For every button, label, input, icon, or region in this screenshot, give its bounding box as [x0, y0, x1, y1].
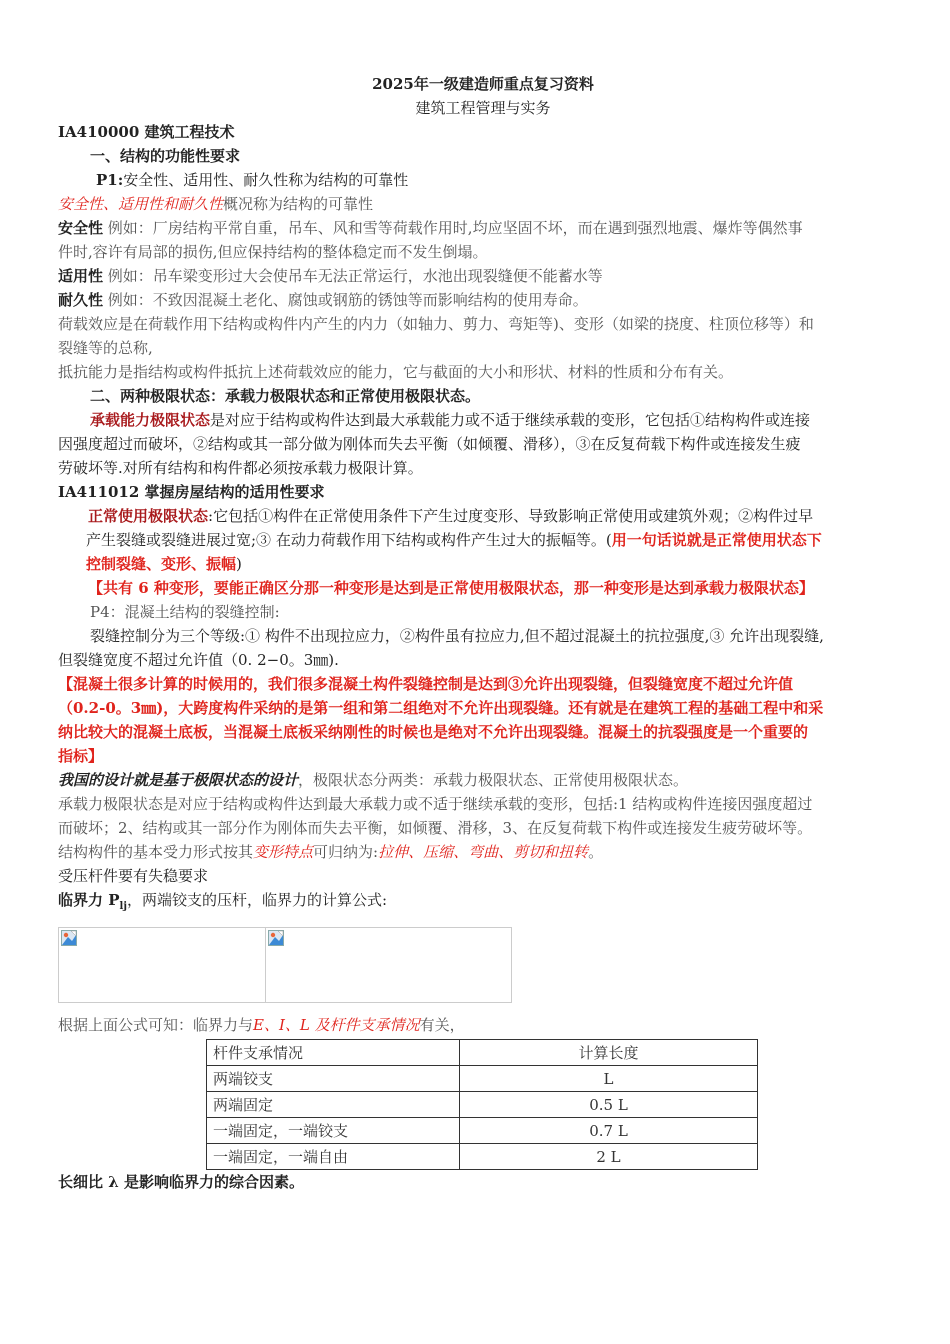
critical-rest: ，两端铰支的压杆，临界力的计算公式:	[126, 891, 387, 909]
reliability-line	[58, 192, 908, 216]
safety-line	[58, 216, 908, 240]
formula-pre: 根据上面公式可知：临界力与	[58, 1016, 254, 1034]
formula-line	[58, 1013, 908, 1037]
note-3: 纳比较大的混凝土底板，当混凝土底板采纳刚性的时候也是绝对不允许出现裂缝。混凝土的抗裂强度是一个重要的	[58, 723, 809, 741]
table-header-row	[207, 1040, 758, 1066]
sls-close: )	[236, 555, 242, 573]
slenderness-line: 长细比 λ 是影响临界力的综合因素。	[58, 1173, 304, 1191]
sls-label: 正常使用极限状态	[88, 507, 209, 525]
resistance-line: 抵抗能力是指结构或构件抵抗上述荷载效应的能力，它与截面的大小和形状、材料的性质和分布有关。	[58, 363, 734, 381]
broken-image-icon	[268, 930, 284, 946]
sls-line-2	[58, 528, 908, 552]
forms-red2: 拉伸、压缩、弯曲、剪切和扭转	[378, 843, 589, 861]
formula-red: E、I、L 及杆件支承情况	[253, 1016, 420, 1034]
ulc2-2: 而破坏；2、结构或其一部分作为刚体而失去平衡，如倾覆、滑移，3、在反复荷载下构件或连接发生疲劳破坏等。	[58, 819, 813, 837]
document-page	[58, 72, 908, 1194]
compress-line: 受压杆件要有失稳要求	[58, 867, 209, 885]
note-2: （0.2-0。3㎜)，大跨度构件采纳的是第一组和第二组绝对不允许出现裂缝。还有就是在建筑工程的基础工程中和采	[58, 699, 824, 717]
design-rest: ，极限状态分两类：承载力极限状态、正常使用极限状态。	[298, 771, 689, 789]
safety-label: 安全性	[58, 219, 104, 237]
p4-line: P4：混凝土结构的裂缝控制:	[90, 603, 280, 621]
forms-end: 。	[588, 843, 604, 861]
table-cell: 两端固定	[207, 1092, 460, 1118]
usability-label: 适用性	[58, 267, 104, 285]
reliability-red: 安全性、适用性和耐久性	[58, 195, 224, 213]
table-row	[207, 1092, 758, 1118]
sls-line-3	[58, 552, 908, 576]
sls-text-1: :它包括①构件在正常使用条件下产生过度变形、导致影响正常使用或建筑外观；②构件过早	[208, 507, 814, 525]
ulc-label: 承载能力极限状态	[90, 411, 211, 429]
formula-end: 有关，	[419, 1016, 465, 1034]
critical-label: 临界力 P	[58, 891, 120, 909]
p1-label: P1:	[96, 171, 124, 189]
note-1: 【混凝土很多计算的时候用的，我们很多混凝土构件裂缝控制是达到③允许出现裂缝，但裂缝宽度不超过允许值	[58, 675, 794, 693]
table-row	[207, 1144, 758, 1170]
section-code: IA410000 建筑工程技术	[58, 123, 235, 141]
ulc2-1: 承载力极限状态是对应于结构或构件达到最大承载力或不适于继续承载的变形，包括:1 结构或构件连接因强度超过	[58, 795, 813, 813]
six-deform-note: 【共有 6 种变形，要能正确区分那一种变形是达到是正常使用极限状态，那一种变形是达到承载力极限状态】	[88, 579, 814, 597]
formula-image-1	[59, 928, 265, 1002]
heading-1: 一、结构的功能性要求	[90, 147, 241, 165]
forms-red1: 变形特点	[253, 843, 314, 861]
table-header: 杆件支承情况	[207, 1040, 460, 1066]
forms-line	[58, 840, 908, 864]
table-row	[207, 1118, 758, 1144]
durability-text: 例如：不致因混凝土老化、腐蚀或钢筋的锈蚀等而影响结构的使用寿命。	[107, 291, 588, 309]
safety-text-1: 例如：厂房结构平常自重，吊车、风和雪等荷载作用时,均应坚固不坏，而在遇到强烈地震、爆炸等偶然事	[107, 219, 803, 237]
note-4: 指标】	[58, 747, 104, 765]
durability-label: 耐久性	[58, 291, 104, 309]
critical-sub: lj	[119, 901, 127, 912]
doc-title: 2025年一级建造师重点复习资料	[372, 75, 594, 93]
table-cell: 0.7 L	[460, 1118, 758, 1144]
table-cell: 0.5 L	[460, 1092, 758, 1118]
crack-2: 但裂缝宽度不超过允许值（0. 2−0。3㎜).	[58, 651, 339, 669]
table-cell: 一端固定，一端自由	[207, 1144, 460, 1170]
load-effect-1: 荷载效应是在荷载作用下结构或构件内产生的内力（如轴力、剪力、弯矩等)、变形（如梁的挠度、柱顶位移等）和	[58, 315, 814, 333]
critical-line	[58, 888, 908, 919]
reliability-rest: 概况称为结构的可靠性	[223, 195, 374, 213]
design-line	[58, 768, 908, 792]
section-code-2: IA411012 掌握房屋结构的适用性要求	[58, 483, 325, 501]
table-cell: L	[460, 1066, 758, 1092]
sls-red-2: 控制裂缝、变形、振幅	[86, 555, 237, 573]
sls-text-2: 产生裂缝或裂缝进展过宽;③ 在动力荷载作用下结构或构件产生过大的振幅等。(	[86, 531, 612, 549]
ulc-text-2: 因强度超过而破坏，②结构或其一部分做为刚体而失去平衡（如倾覆、滑移），③在反复荷载下构件或连接发生疲	[58, 435, 801, 453]
sls-red-1: 用一句话说就是正常使用状态下	[611, 531, 822, 549]
formula-image-2	[265, 928, 511, 1002]
table-cell: 2 L	[460, 1144, 758, 1170]
table-cell: 两端铰支	[207, 1066, 460, 1092]
broken-image-icon	[61, 930, 77, 946]
usability-text: 例如：吊车梁变形过大会使吊车无法正常运行，水池出现裂缝便不能蓄水等	[107, 267, 603, 285]
usability-line	[58, 264, 908, 288]
p1-text: 安全性、适用性、耐久性称为结构的可靠性	[123, 171, 409, 189]
sls-line-1	[58, 504, 908, 528]
formula-image-row	[58, 927, 512, 1003]
doc-subtitle: 建筑工程管理与实务	[415, 99, 551, 117]
durability-line	[58, 288, 908, 312]
safety-text-2: 件时,容许有局部的损伤,但应保持结构的整体稳定而不发生倒塌。	[58, 243, 488, 261]
heading-2: 二、两种极限状态：承载力极限状态和正常使用极限状态。	[90, 387, 481, 405]
crack-1: 裂缝控制分为三个等级:① 构件不出现拉应力，②构件虽有拉应力,但不超过混凝土的抗拉强度,③ 允许出现裂缝,	[90, 627, 824, 645]
ulc-line-1	[58, 408, 908, 432]
table-row	[207, 1066, 758, 1092]
table-header: 计算长度	[460, 1040, 758, 1066]
forms-pre: 结构构件的基本受力形式按其	[58, 843, 254, 861]
p1-line	[58, 168, 908, 192]
table-cell: 一端固定，一端铰支	[207, 1118, 460, 1144]
load-effect-2: 裂缝等的总称,	[58, 339, 153, 357]
length-table	[206, 1039, 758, 1170]
design-bold: 我国的设计就是基于极限状态的设计	[58, 771, 299, 789]
ulc-text-1: 是对应于结构或构件达到最大承载能力或不适于继续承载的变形，它包括①结构构件或连接	[210, 411, 811, 429]
ulc-text-3: 劳破坏等.对所有结构和构件都必须按承载力极限计算。	[58, 459, 423, 477]
forms-mid: 可归纳为:	[313, 843, 379, 861]
